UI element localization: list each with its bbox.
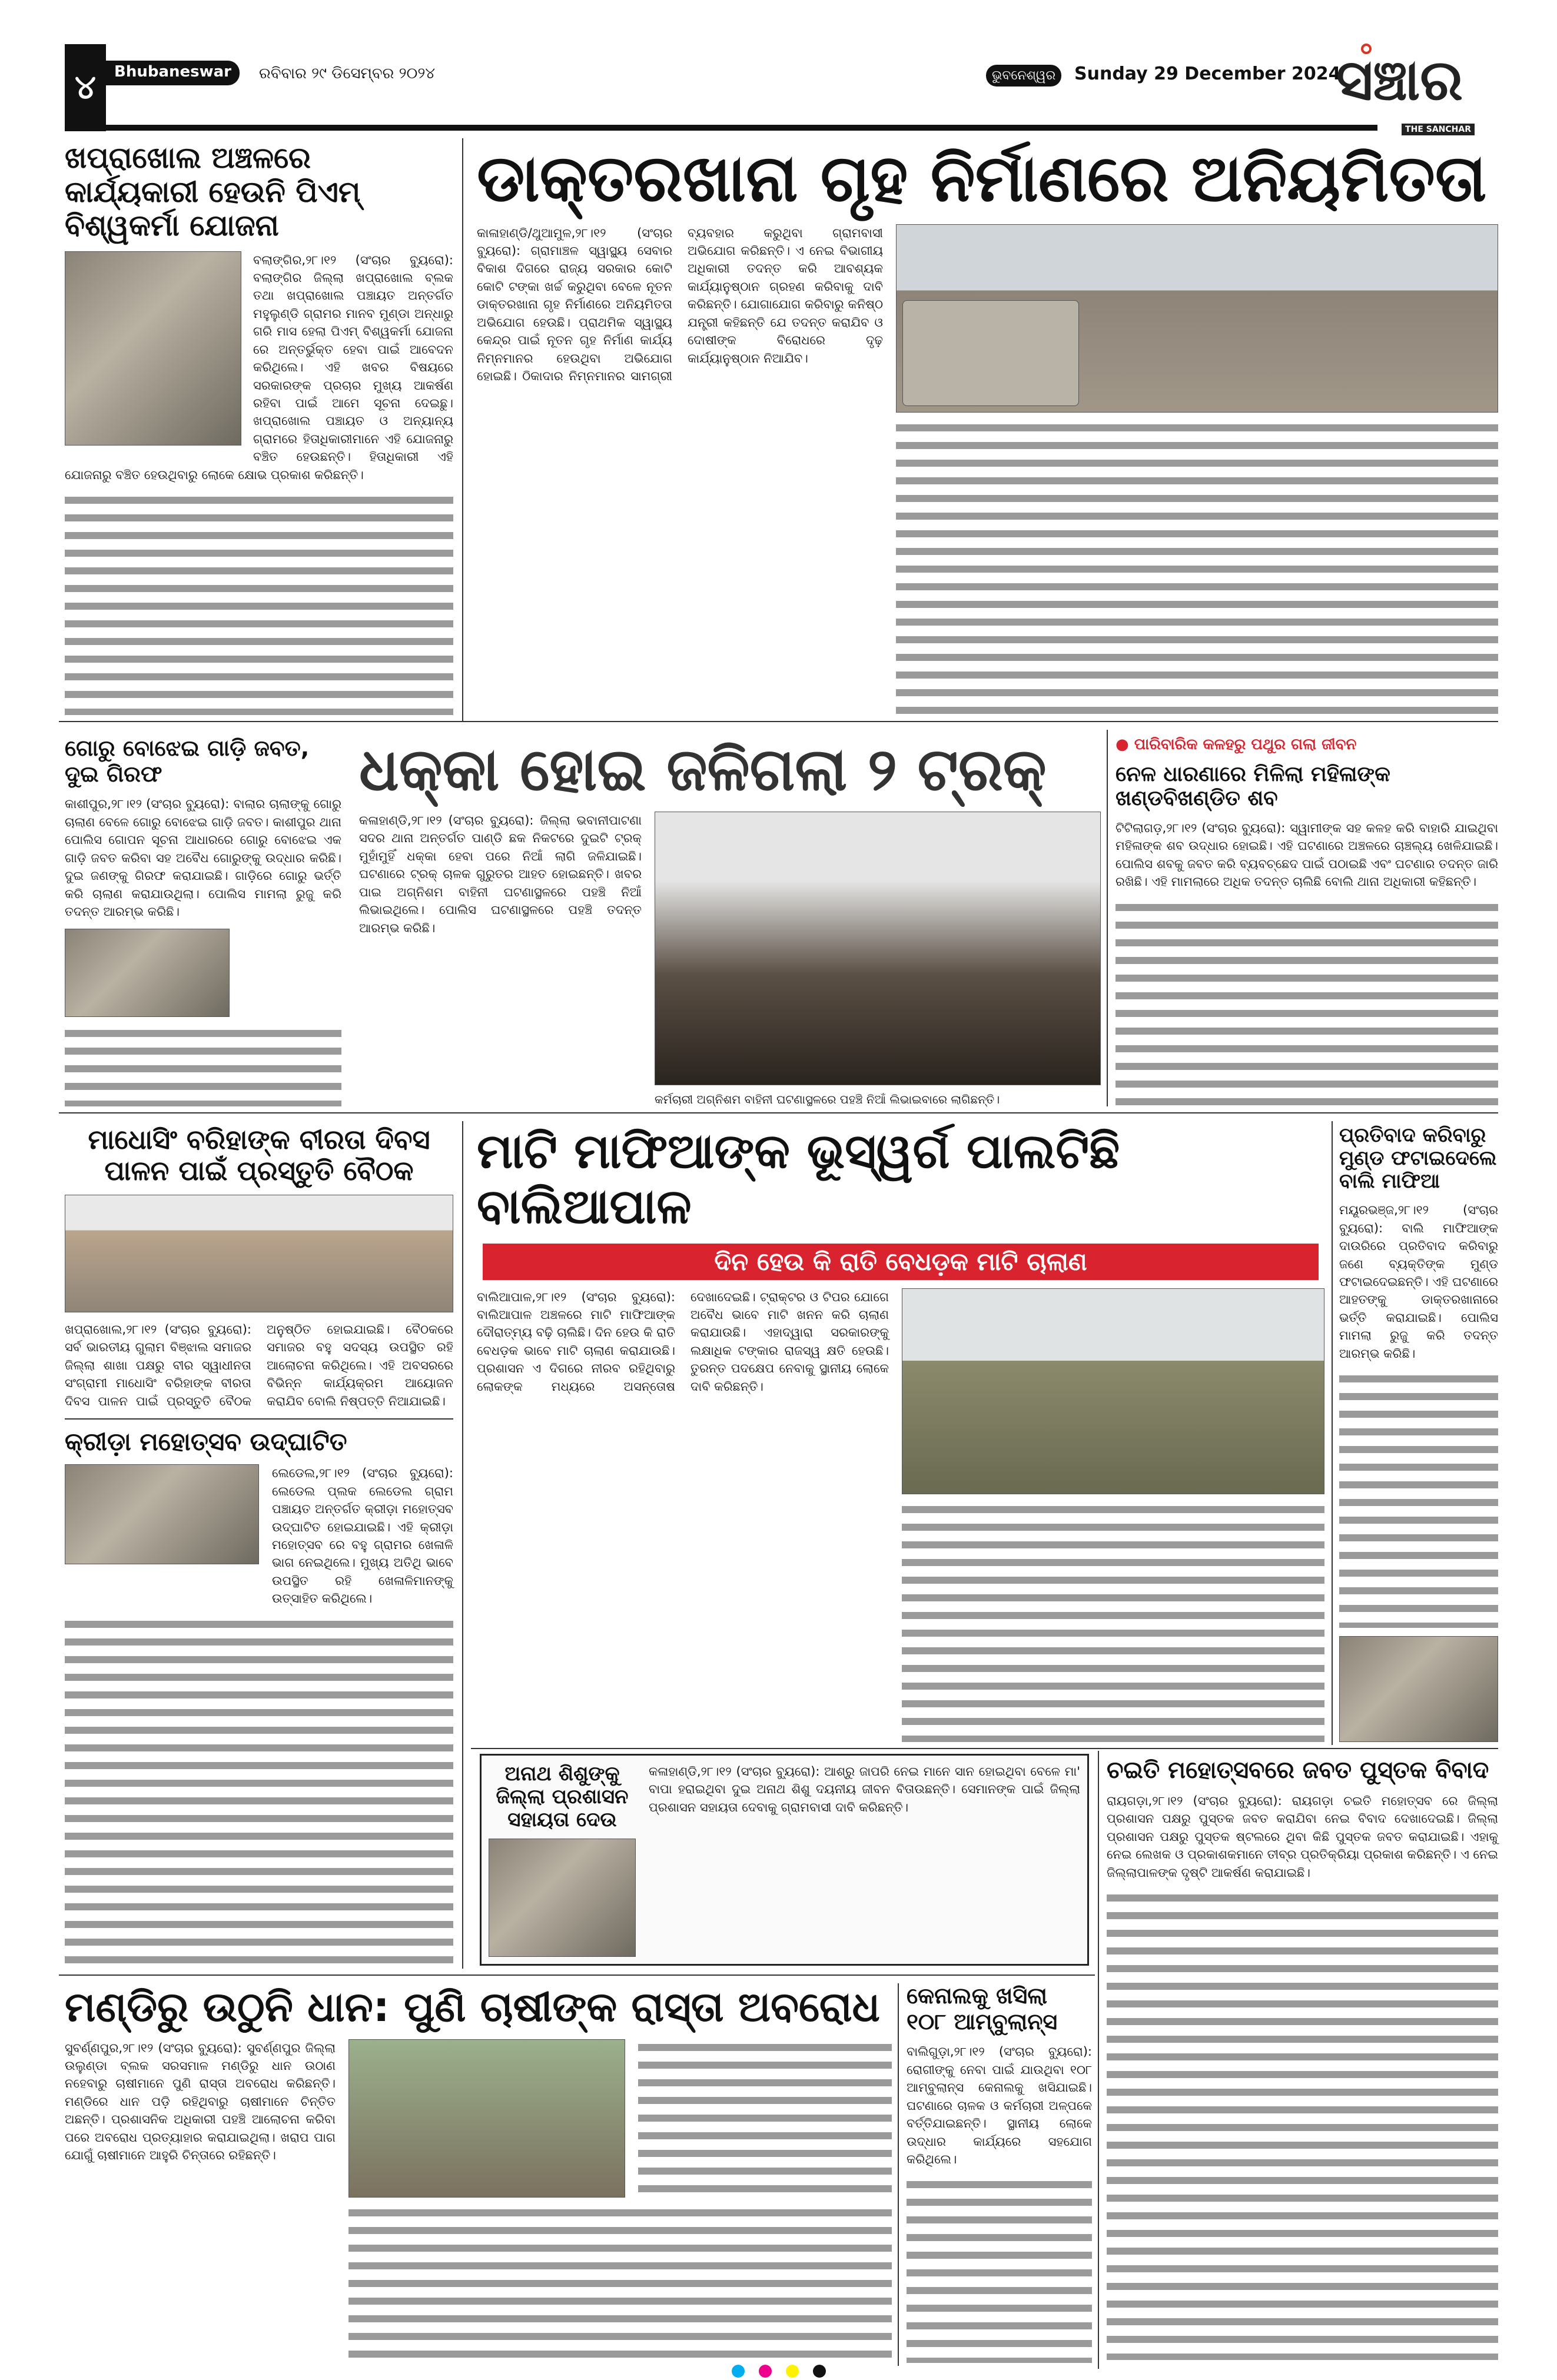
- column-madhosingh: [65, 1124, 453, 1966]
- article-text-block: [348, 2205, 892, 2363]
- header-rule: [65, 125, 1377, 131]
- registration-dot: [759, 2365, 772, 2378]
- trucks-media: [655, 812, 1101, 1106]
- article-text-block: [907, 2176, 1092, 2363]
- photo-tractor-small: [1339, 1636, 1498, 1742]
- article-body-madhosingh: ଖପ୍ରାଖୋଲ,୨୮।୧୨ (ସଂଚାର ବ୍ୟୁରୋ): ସର୍ବ ଭାରତୀୟ ଗୁଲାମ ବିଞ୍ଝାଲ ସମାଜର ଜିଲ୍ଲା ଶାଖା ପକ୍ଷରୁ ବୀର ସ୍ୱାଧୀନତା ସଂଗ୍ରାମୀ ମାଧୋସିଂ ବରିହାଙ୍କ ବୀରତା ଦିବସ ପାଳନ ପାଇଁ ପ୍ରସ୍ତୁତି ବୈଠକ ଅନୁଷ୍ଠିତ ହୋଇଯାଇଛି। ବୈଠକରେ ସମାଜର ବହୁ ସଦସ୍ୟ ଉପସ୍ଥିତ ରହି ଆଲୋଚନା କରିଥିଲେ। ଏହି ଅବସରରେ ବିଭିନ୍ନ କାର୍ଯ୍ୟକ୍ରମ ଆୟୋଜନ କରାଯିବ ବୋଲି ନିଷ୍ପତ୍ତି ନିଆଯାଇଛି।: [65, 1322, 453, 1408]
- headline-chaiti: ଚଇତି ମହୋତ୍ସବରେ ଜବତ ପୁସ୍ତକ ବିବାଦ: [1107, 1757, 1489, 1784]
- section-divider: [59, 1975, 1095, 1976]
- photo-tractor: [902, 1288, 1324, 1494]
- hospital-media: [896, 224, 1498, 716]
- article-body-orphan: କଳାହାଣ୍ଡି,୨୮।୧୨ (ସଂଚାର ବ୍ୟୁରୋ): ଆଶ୍ରୁ ଜାପରି ନେଇ ମାନେ ସାନ ହୋଇଥିବା ବେଳେ ମା' ବାପା ହରାଇଥିବା ଦୁଇ ଅନାଥ ଶିଶୁ ଦୟନୀୟ ଜୀବନ ବିତାଉଛନ୍ତି। ସେମାନଙ୍କ ପାଇଁ ଜିଲ୍ଲା ପ୍ରଶାସନ ସହାୟତା ଦେବାକୁ ଗ୍ରାମବାସୀ ଦାବି କରିଛନ୍ତି।: [649, 1764, 1080, 1814]
- headline-cattle: ଗୋରୁ ବୋଝେଇ ଗାଡ଼ି ଜବତ, ଦୁଇ ଗିରଫ: [65, 735, 310, 787]
- paddy-content: [65, 2039, 892, 2364]
- section-divider: [59, 721, 1498, 722]
- edition-city-odia: ଭୁବନେଶ୍ୱର: [986, 65, 1061, 87]
- article-vishwakarma: [65, 251, 453, 484]
- article-text-block: [1116, 899, 1498, 1106]
- article-text-block: [896, 420, 1498, 716]
- registration-dot: [813, 2365, 826, 2378]
- article-body-canal: ବାଲିଗୁଡ଼ା,୨୮।୧୨ (ସଂଚାର ବ୍ୟୁରୋ): ରୋଗୀଙ୍କୁ ନେବା ପାଇଁ ଯାଉଥିବା ୧୦୮ ଆମ୍ବୁଲାନ୍ସ କେନାଲକୁ ଖସିଯାଇଛି। ଘଟଣାରେ ଚାଳକ ଓ କର୍ମଚାରୀ ଅଳ୍ପକେ ବର୍ତ୍ତିଯାଇଛନ୍ତି। ସ୍ଥାନୀୟ ଲୋକେ ଉଦ୍ଧାର କାର୍ଯ୍ୟରେ ସହଯୋଗ କରିଥିଲେ।: [907, 2045, 1092, 2166]
- article-text-block: [65, 1616, 453, 1966]
- date-odia: ରବିବାର ୨୯ ଡିସେମ୍ବର ୨୦୨୪: [259, 65, 435, 82]
- trucks-content: [359, 812, 1101, 1106]
- article-body-body-found: ଟିଟିଲାଗଡ଼,୨୮।୧୨ (ସଂଚାର ବ୍ୟୁରୋ): ସ୍ୱାମୀଙ୍କ ସହ କଳହ କରି ବାହାରି ଯାଇଥିବା ମହିଳାଙ୍କ ଶବ ଉଦ୍ଧାର ହୋଇଛି। ଏହି ଘଟଣାରେ ଅଞ୍ଚଳରେ ଚାଞ୍ଚଲ୍ୟ ଖେଳିଯାଇଛି। ପୋଲିସ ଶବକୁ ଜବତ କରି ବ୍ୟବଚ୍ଛେଦ ପାଇଁ ପଠାଇଛି ଏବଂ ଘଟଣାର ତଦନ୍ତ ଜାରି ରଖିଛି। ଏହି ମାମଲାରେ ଅଧିକ ତଦନ୍ତ ଚାଲିଛି ବୋଲି ଥାନା ଅଧିକାରୀ କହିଛନ୍ତି।: [1116, 820, 1498, 889]
- section-divider: [65, 1418, 453, 1420]
- headline-hospital: ଡାକ୍ତରଖାନା ଗୃହ ନିର୍ମାଣରେ ଅନିୟମିତତା: [477, 141, 1487, 216]
- registration-dot: [786, 2365, 799, 2378]
- headline-vishwakarma: ଖପ୍ରାଖୋଲ ଅଞ୍ଚଳରେ କାର୍ଯ୍ୟକାରୀ ହେଉନି ପିଏମ୍ ବିଶ୍ୱକର୍ମା ଯୋଜନା: [65, 141, 361, 242]
- article-body-protest: ମୟୂରଭଞ୍ଜ,୨୮।୧୨ (ସଂଚାର ବ୍ୟୁରୋ): ବାଲି ମାଫିଆଙ୍କ ଦାଉରିରେ ପ୍ରତିବାଦ କରିବାରୁ ଜଣେ ବ୍ୟକ୍ତିଙ୍କ ମୁଣ୍ଡ ଫଟାଇଦେଇଛନ୍ତି। ଏହି ଘଟଣାରେ ଆହତଙ୍କୁ ଡାକ୍ତରଖାନାରେ ଭର୍ତ୍ତି କରାଯାଇଛି। ପୋଲିସ ମାମଲା ରୁଜୁ କରି ତଦନ୍ତ ଆରମ୍ଭ କରିଛି।: [1339, 1203, 1498, 1361]
- column-divider: [1332, 1121, 1333, 1745]
- page-number: ୪: [65, 44, 106, 131]
- headline-canal: କେନାଲକୁ ଖସିଲା ୧୦୮ ଆମ୍ବୁଲାନ୍ସ: [907, 1983, 1058, 2035]
- orphan-side: [489, 1763, 636, 1957]
- kicker-text: ପାରିବାରିକ କଳହରୁ ପଥୁର ଗଲା ଜୀବନ: [1134, 736, 1357, 753]
- column-vishwakarma: [65, 141, 453, 715]
- photo-meeting: [65, 1195, 453, 1312]
- hospital-content: [477, 224, 1498, 716]
- logo-subtitle: THE SANCHAR: [1402, 124, 1475, 135]
- article-text-block: [902, 1501, 1324, 1742]
- registration-dot: [732, 2365, 745, 2378]
- column-divider: [462, 1121, 463, 1969]
- headline-protest: ପ୍ରତିବାଦ କରିବାରୁ ମୁଣ୍ଡ ଫଟାଇଦେଲେ ବାଲି ମାଫିଆ: [1339, 1123, 1497, 1194]
- column-chaiti: [1107, 1757, 1498, 2360]
- section-divider: [59, 1112, 1498, 1113]
- article-body-hospital: କାଳାହାଣ୍ଡି/ଥୁଆମୁଳ,୨୮।୧୨ (ସଂଚାର ବ୍ୟୁରୋ): ଗ୍ରାମାଞ୍ଚଳ ସ୍ୱାସ୍ଥ୍ୟ ସେବାର ବିକାଶ ଦିଗରେ ରାଜ୍ୟ ସରକାର କୋଟି କୋଟି ଟଙ୍କା ଖର୍ଚ୍ଚ କରୁଥିବା ବେଳେ ନୂତନ ଡାକ୍ତରଖାନା ଗୃହ ନିର୍ମାଣରେ ଅନିୟମିତତା ଅଭିଯୋଗ ହେଉଛି। ପ୍ରାଥମିକ ସ୍ୱାସ୍ଥ୍ୟ କେନ୍ଦ୍ର ପାଇଁ ନୂତନ ଗୃହ ନିର୍ମାଣ କାର୍ଯ୍ୟ ନିମ୍ନମାନର ହେଉଥିବା ଅଭିଯୋଗ ହୋଇଛି। ଠିକାଦାର ନିମ୍ନମାନର ସାମଗ୍ରୀ ବ୍ୟବହାର କରୁଥିବା ଗ୍ରାମବାସୀ ଅଭିଯୋଗ କରିଛନ୍ତି। ଏ ନେଇ ବିଭାଗୀୟ ଅଧିକାରୀ ତଦନ୍ତ କରି ଆବଶ୍ୟକ କାର୍ଯ୍ୟାନୁଷ୍ଠାନ ଗ୍ରହଣ କରିବାକୁ ଦାବି କରିଛନ୍ତି। ଯୋଗାଯୋଗ କରିବାରୁ କନିଷ୍ଠ ଯନ୍ତ୍ରୀ କହିଛନ୍ତି ଯେ ତଦନ୍ତ କରାଯିବ ଓ ଦୋଷୀଙ୍କ ବିରୋଧରେ ଦୃଢ଼ କାର୍ଯ୍ୟାନୁଷ୍ଠାନ ନିଆଯିବ।: [477, 225, 883, 383]
- photo-inset-wall: [902, 300, 1079, 406]
- subhead-sand-mafia: ଦିନ ହେଉ କି ରାତି ବେଧଡ଼କ ମାଟି ଚାଲାଣ: [483, 1244, 1319, 1280]
- headline-paddy: ମଣ୍ଡିରୁ ଉଠୁନି ଧାନ: ପୁଣି ଚାଷୀଙ୍କ ରାସ୍ତା ଅବରୋଧ: [65, 1983, 880, 2031]
- article-text-block: [65, 492, 453, 715]
- headline-orphan: ଅନାଥ ଶିଶୁଙ୍କୁ ଜିଲ୍ଲା ପ୍ରଶାସନ ସହାୟତା ଦେଉ: [496, 1762, 629, 1832]
- article-body-vishwakarma: ବଲାଙ୍ଗିର,୨୮।୧୨ (ସଂଚାର ବ୍ୟୁରୋ): ବଲାଙ୍ଗିର ଜିଲ୍ଲା ଖପ୍ରାଖୋଲ ବ୍ଲକ ତଥା ଖପ୍ରାଖୋଲ ପଞ୍ଚାୟତ ଅନ୍ତର୍ଗତ ମହୁଲୁଣ୍ଡି ଗ୍ରାମର ମାନବ ମୁଣ୍ଡା ଅନ୍ଧାରୁ ଗରି ମାସ ହେଲା ପିଏମ୍ ବିଶ୍ୱକର୍ମା ଯୋଜନା ରେ ଅନ୍ତର୍ଭୁକ୍ତ ହେବା ପାଇଁ ଆବେଦନ କରିଥିଲେ। ଏହି ଖବର ବିଷୟରେ ସରକାରଙ୍କ ପ୍ରଚାର ମୁଖ୍ୟ ଆକର୍ଷଣ ରହିବା ପାଇଁ ଆମେ ସୂଚନା ଦେଇଛୁ। ଖପ୍ରାଖୋଲ ପଞ୍ଚାୟତ ଓ ଅନ୍ୟାନ୍ୟ ଗ୍ରାମରେ ହିତାଧିକାରୀମାନେ ଏହି ଯୋଜନାରୁ ବଞ୍ଚିତ ହେଉଛନ୍ତି। ହିତାଧିକାରୀ ଏହି ଯୋଜନାରୁ ବଞ୍ଚିତ ହେଉଥିବାରୁ ଲୋକେ କ୍ଷୋଭ ପ୍ରକାଶ କରିଛନ୍ତି।: [65, 252, 453, 482]
- orphan-box: [480, 1754, 1089, 1966]
- column-canal: [907, 1983, 1092, 2363]
- article-body-krida: ଲେଡେଲ,୨୮।୧୨ (ସଂଚାର ବ୍ୟୁରୋ): ଲେଡେଲ ପ୍ଲକ ଲେଡେଲ ଗ୍ରାମ ପଞ୍ଚାୟତ ଅନ୍ତର୍ଗତ କ୍ରୀଡ଼ା ମହୋତ୍ସବ ଉଦ୍‌ଘାଟିତ ହୋଇଯାଇଛି। ଏହି କ୍ରୀଡ଼ା ମହୋତ୍ସବ ରେ ବହୁ ଗ୍ରାମର ଖେଳାଳି ଭାଗ ନେଇଥିଲେ। ମୁଖ୍ୟ ଅତିଥି ଭାବେ ଉପସ୍ଥିତ ରହି ଖେଳାଳିମାନଙ୍କୁ ଉତ୍ସାହିତ କରିଥିଲେ।: [272, 1466, 453, 1606]
- headline-sand-mafia: ମାଟି ମାଫିଆଙ୍କ ଭୂସ୍ୱର୍ଗ ପାଲଟିଛି ବାଲିଆପାଳ: [477, 1123, 1120, 1235]
- sand-mafia-content: [477, 1288, 1324, 1742]
- kicker-body-found: ● ପାରିବାରିକ କଳହରୁ ପଥୁର ଗଲା ଜୀବନ: [1116, 736, 1357, 753]
- article-text-block: [638, 2039, 892, 2198]
- photo-burnt-trucks: [655, 812, 1101, 1085]
- column-divider: [462, 138, 463, 721]
- sand-mafia-media: [902, 1288, 1324, 1742]
- column-divider: [1098, 1751, 1099, 2369]
- column-body-found: [1116, 736, 1498, 1106]
- newspaper-logo: [1324, 47, 1475, 135]
- article-text-block: [65, 1025, 341, 1106]
- photo-cattle: [65, 929, 230, 1017]
- headline-body-found: ନେଳ ଧାରଣାରେ ମିଳିଲା ମହିଳାଙ୍କ ଖଣ୍ଡବିଖଣ୍ଡିତ ଶବ: [1116, 762, 1390, 811]
- column-cattle: [65, 736, 341, 1106]
- photo-road-blockade: [348, 2039, 625, 2198]
- registration-marks: [0, 2362, 1557, 2380]
- date-english: Sunday 29 December 2024: [1074, 64, 1341, 84]
- column-divider: [1107, 730, 1108, 1106]
- article-text-block: [1107, 1890, 1498, 2360]
- paddy-media-row: [348, 2039, 892, 2198]
- headline-krida: କ୍ରୀଡ଼ା ମହୋତ୍ସବ ଉଦ୍‌ଘାଟିତ: [65, 1427, 347, 1456]
- column-hospital: [477, 141, 1498, 715]
- headline-trucks: ଧକ୍କା ହୋଇ ଜଳିଗଲା ୨ ଟ୍ରକ୍: [359, 735, 1047, 804]
- section-divider: [471, 1748, 1498, 1749]
- article-body-cattle: କାଶୀପୁର,୨୮।୧୨ (ସଂଚାର ବ୍ୟୁରୋ): ବାଲାର ଚାଲାଙ୍କୁ ଗୋରୁ ଚାଲାଣ ବେଳେ ଗୋରୁ ବୋଝେଇ ଗାଡ଼ି ଜବତ। କାଶୀପୁର ଥାନା ପୋଲିସ ଗୋପନ ସୂଚନା ଆଧାରରେ ଗୋରୁ ବୋଝେଇ ଏକ ଗାଡ଼ି ଜବତ କରିବା ସହ ଅବୈଧ ଗୋରୁଙ୍କୁ ଉଦ୍ଧାର କରିଛି। ଦୁଇ ଜଣଙ୍କୁ ଗିରଫ କରାଯାଇଛି। ଗାଡ଼ିରେ ଗୋରୁ ଭର୍ତ୍ତି କରି ଚାଲାଣ କରାଯାଉଥିଲା। ପୋଲିସ ମାମଲା ରୁଜୁ କରି ତଦନ୍ତ ଆରମ୍ଭ କରିଛି।: [65, 797, 341, 919]
- photo-sports-festival: [65, 1464, 259, 1564]
- column-protest: [1339, 1124, 1498, 1742]
- krida-content: [65, 1464, 453, 1608]
- logo-text: ସଞ୍ଚାର: [1336, 47, 1463, 113]
- column-sand-mafia: [477, 1124, 1324, 1742]
- column-divider: [898, 1983, 899, 2366]
- paddy-media: [348, 2039, 892, 2364]
- column-paddy: [65, 1983, 892, 2363]
- article-body-paddy: ସୁବର୍ଣ୍ଣପୁର,୨୮।୧୨ (ସଂଚାର ବ୍ୟୁରୋ): ସୁବର୍ଣ୍ଣପୁର ଜିଲ୍ଲା ଉଲୁଣ୍ଡା ବ୍ଲକ ସରସମାଳ ମଣ୍ଡିରୁ ଧାନ ଉଠାଣ ନହେବାରୁ ଚାଷୀମାନେ ପୁଣି ରାସ୍ତା ଅବରୋଧ କରିଛନ୍ତି। ମଣ୍ଡିରେ ଧାନ ପଡ଼ି ରହିଥିବାରୁ ଚାଷୀମାନେ ଚିନ୍ତିତ ଅଛନ୍ତି। ପ୍ରଶାସନିକ ଅଧିକାରୀ ପହଞ୍ଚି ଆଲୋଚନା କରିବା ପରେ ଅବରୋଧ ପ୍ରତ୍ୟାହାର କରାଯାଇଥିଲା। ଖରାପ ପାଗ ଯୋଗୁଁ ଚାଷୀମାନେ ଆହୁରି ଚିନ୍ତାରେ ରହିଛନ୍ତି।: [65, 2040, 336, 2163]
- article-text-block: [1339, 1371, 1498, 1628]
- photo-building: [896, 224, 1498, 413]
- column-trucks: [359, 736, 1101, 1106]
- article-body-chaiti: ରାୟଗଡ଼ା,୨୮।୧୨ (ସଂଚାର ବ୍ୟୁରୋ): ରାୟଗଡ଼ା ଚଇତି ମହୋତ୍ସବ ରେ ଜିଲ୍ଲା ପ୍ରଶାସନ ପକ୍ଷରୁ ପୁସ୍ତକ ଜବତ କରାଯିବା ନେଇ ବିବାଦ ଦେଖାଦେଇଛି। ଜିଲ୍ଲା ପ୍ରଶାସନ ପକ୍ଷରୁ ପୁସ୍ତକ ଷ୍ଟଲରେ ଥିବା କିଛି ପୁସ୍ତକ ଜବତ କରାଯାଇଛି। ଏହାକୁ ନେଇ ଲେଖକ ଓ ପ୍ରକାଶକମାନେ ତୀବ୍ର ପ୍ରତିକ୍ରିୟା ପ୍ରକାଶ କରିଛନ୍ତି। ଏ ନେଇ ଜିଲ୍ଲାପାଳଙ୍କ ଦୃଷ୍ଟି ଆକର୍ଷଣ କରାଯାଇଛି।: [1107, 1794, 1498, 1880]
- photo-office: [65, 251, 241, 446]
- photo-caption-trucks: କର୍ମଚାରୀ ଅଗ୍ନିଶମ ବାହିନୀ ଘଟଣାସ୍ଥଳରେ ପହଞ୍ଚି ନିଆଁ ଲିଭାଇବାରେ ଲାଗିଛନ୍ତି।: [655, 1092, 1000, 1106]
- headline-madhosingh: ମାଧୋସିଂ ବରିହାଙ୍କ ବୀରତା ଦିବସ ପାଳନ ପାଇଁ ପ୍ରସ୍ତୁତି ବୈଠକ: [88, 1123, 430, 1186]
- article-body-trucks: କଳାହାଣ୍ଡି,୨୮।୧୨ (ସଂଚାର ବ୍ୟୁରୋ): ଜିଲ୍ଲା ଭବାନୀପାଟଣା ସଦର ଥାନା ଅନ୍ତର୍ଗତ ପାଣ୍ଡି ଛକ ନିକଟରେ ଦୁଇଟି ଟ୍ରକ୍ ମୁହାଁମୁହିଁ ଧକ୍କା ହେବା ପରେ ନିଆଁ ଲାଗି ଜଳିଯାଇଛି। ଘଟଣାରେ ଟ୍ରକ୍ ଚାଳକ ଗୁରୁତର ଆହତ ହୋଇଛନ୍ତି। ଖବର ପାଇ ଅଗ୍ନିଶମ ବାହିନୀ ଘଟଣାସ୍ଥଳରେ ପହଞ୍ଚି ନିଆଁ ଲିଭାଇଥିଲେ। ପୋଲିସ ଘଟଣାସ୍ଥଳରେ ପହଞ୍ଚି ତଦନ୍ତ ଆରମ୍ଭ କରିଛି।: [359, 813, 642, 935]
- edition-city-en: Bhubaneswar: [106, 61, 240, 85]
- photo-orphans: [489, 1839, 636, 1957]
- article-body-sand-mafia: ବାଲିଆପାଳ,୨୮।୧୨ (ସଂଚାର ବ୍ୟୁରୋ): ବାଲିଆପାଳ ଅଞ୍ଚଳରେ ମାଟି ମାଫିଆଙ୍କ ଦୌରାତ୍ମ୍ୟ ବଢ଼ି ଚାଲିଛି। ଦିନ ହେଉ କି ରାତି ବେଧଡ଼କ ଭାବେ ମାଟି ଚାଲାଣ କରାଯାଉଛି। ପ୍ରଶାସନ ଏ ଦିଗରେ ନୀରବ ରହିଥିବାରୁ ଲୋକଙ୍କ ମଧ୍ୟରେ ଅସନ୍ତୋଷ ଦେଖାଦେଇଛି। ଟ୍ରାକ୍ଟର ଓ ଟିପର ଯୋଗେ ଅବୈଧ ଭାବେ ମାଟି ଖନନ କରି ଚାଲାଣ କରାଯାଉଛି। ଏହାଦ୍ୱାରା ସରକାରଙ୍କୁ ଲକ୍ଷାଧିକ ଟଙ୍କାର ରାଜସ୍ୱ କ୍ଷତି ହେଉଛି। ତୁରନ୍ତ ପଦକ୍ଷେପ ନେବାକୁ ସ୍ଥାନୀୟ ଲୋକେ ଦାବି କରିଛନ୍ତି।: [477, 1289, 889, 1394]
